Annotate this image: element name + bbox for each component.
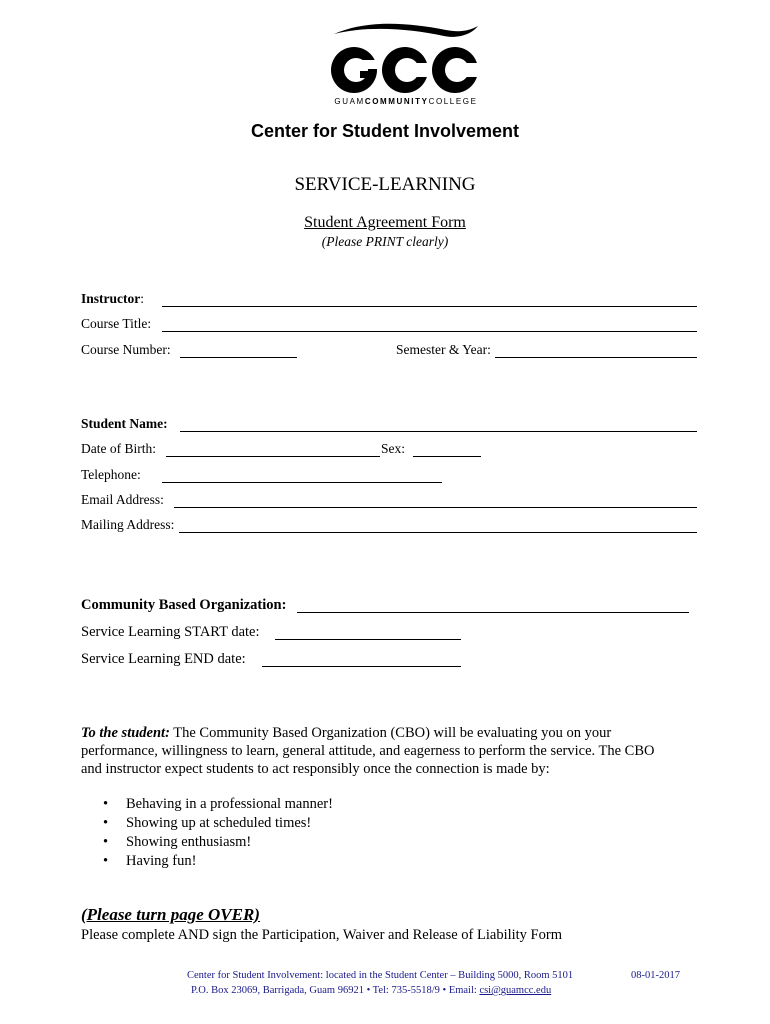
instructor-field[interactable] <box>162 306 697 307</box>
logo-wordmark <box>326 97 486 106</box>
instructions-line-1-text: The Community Based Organization (CBO) will be evaluating you on your <box>169 725 612 741</box>
email-label: Email Address: <box>81 492 164 507</box>
form-subheading: Student Agreement Form <box>304 214 466 231</box>
list-item-text: Behaving in a professional manner! <box>126 796 333 812</box>
mailing-address-label: Mailing Address: <box>81 517 175 532</box>
logo-word-guam: GUAM <box>334 97 365 106</box>
telephone-label: Telephone: <box>81 467 141 482</box>
semester-year-label: Semester & Year: <box>396 342 491 357</box>
list-item <box>103 853 196 870</box>
bullet-icon: • <box>103 796 109 812</box>
mailing-address-field[interactable] <box>179 532 697 533</box>
dob-field[interactable] <box>166 456 380 457</box>
list-item <box>103 815 311 832</box>
list-item-text: Showing enthusiasm! <box>126 834 252 850</box>
dob-label: Date of Birth: <box>81 441 156 456</box>
course-number-label: Course Number: <box>81 342 171 357</box>
logo-letter-c1 <box>382 47 432 93</box>
semester-year-field[interactable] <box>495 357 697 358</box>
end-date-field[interactable] <box>262 666 461 667</box>
complete-form-note: Please complete AND sign the Participation, Waiver and Release of Liability Form <box>81 927 562 943</box>
cbo-label: Community Based Organization: <box>81 597 287 613</box>
footer-contact-text: P.O. Box 23069, Barrigada, Guam 96921 • Tel: 735-5518/9 • Email: <box>191 985 480 996</box>
email-field[interactable] <box>174 507 697 508</box>
list-item <box>103 796 333 813</box>
student-name-field[interactable] <box>180 431 697 432</box>
list-item-text: Showing up at scheduled times! <box>126 815 312 831</box>
student-name-label: Student Name: <box>81 416 168 431</box>
form-heading: SERVICE-LEARNING <box>294 174 476 195</box>
instructions-line-1 <box>81 724 691 742</box>
turn-over-note: (Please turn page OVER) <box>81 905 260 924</box>
logo-letter-c2 <box>432 47 482 93</box>
course-title-field[interactable] <box>162 331 697 332</box>
instructor-label-text: Instructor <box>81 291 141 306</box>
sex-label: Sex: <box>381 441 406 456</box>
footer-date: 08-01-2017 <box>631 970 680 981</box>
bullet-icon: • <box>103 815 109 831</box>
cbo-field[interactable] <box>297 612 689 613</box>
instructions-line-3: and instructor expect students to act responsibly once the connection is made by: <box>81 761 550 777</box>
footer-location: Center for Student Involvement: located in the Student Center – Building 5000, Room 5101 <box>187 970 574 981</box>
footer-contact <box>191 985 551 996</box>
start-date-label: Service Learning START date: <box>81 624 260 640</box>
telephone-field[interactable] <box>162 482 442 483</box>
start-date-field[interactable] <box>275 639 461 640</box>
bullet-icon: • <box>103 853 109 869</box>
end-date-label: Service Learning END date: <box>81 651 246 667</box>
logo-swoosh <box>334 24 478 37</box>
instructions-lead: To the student: <box>81 725 170 741</box>
list-item <box>103 834 251 851</box>
logo-word-community: COMMUNITY <box>364 97 429 106</box>
logo-word-college: COLLEGE <box>428 97 478 106</box>
sex-field[interactable] <box>413 456 481 457</box>
footer-email-link[interactable]: csi@guamcc.edu <box>479 985 552 996</box>
course-number-field[interactable] <box>180 357 297 358</box>
list-item-text: Having fun! <box>126 853 197 869</box>
instructor-label <box>81 291 144 307</box>
center-title: Center for Student Involvement <box>250 121 520 141</box>
instructor-colon: : <box>140 291 145 306</box>
instructions-line-2: performance, willingness to learn, general attitude, and eagerness to perform the service. The CBO <box>81 743 655 759</box>
course-title-label: Course Title: <box>81 316 152 331</box>
bullet-icon: • <box>103 834 109 850</box>
form-note: (Please PRINT clearly) <box>321 234 449 249</box>
logo-letter-g1 <box>331 47 380 93</box>
